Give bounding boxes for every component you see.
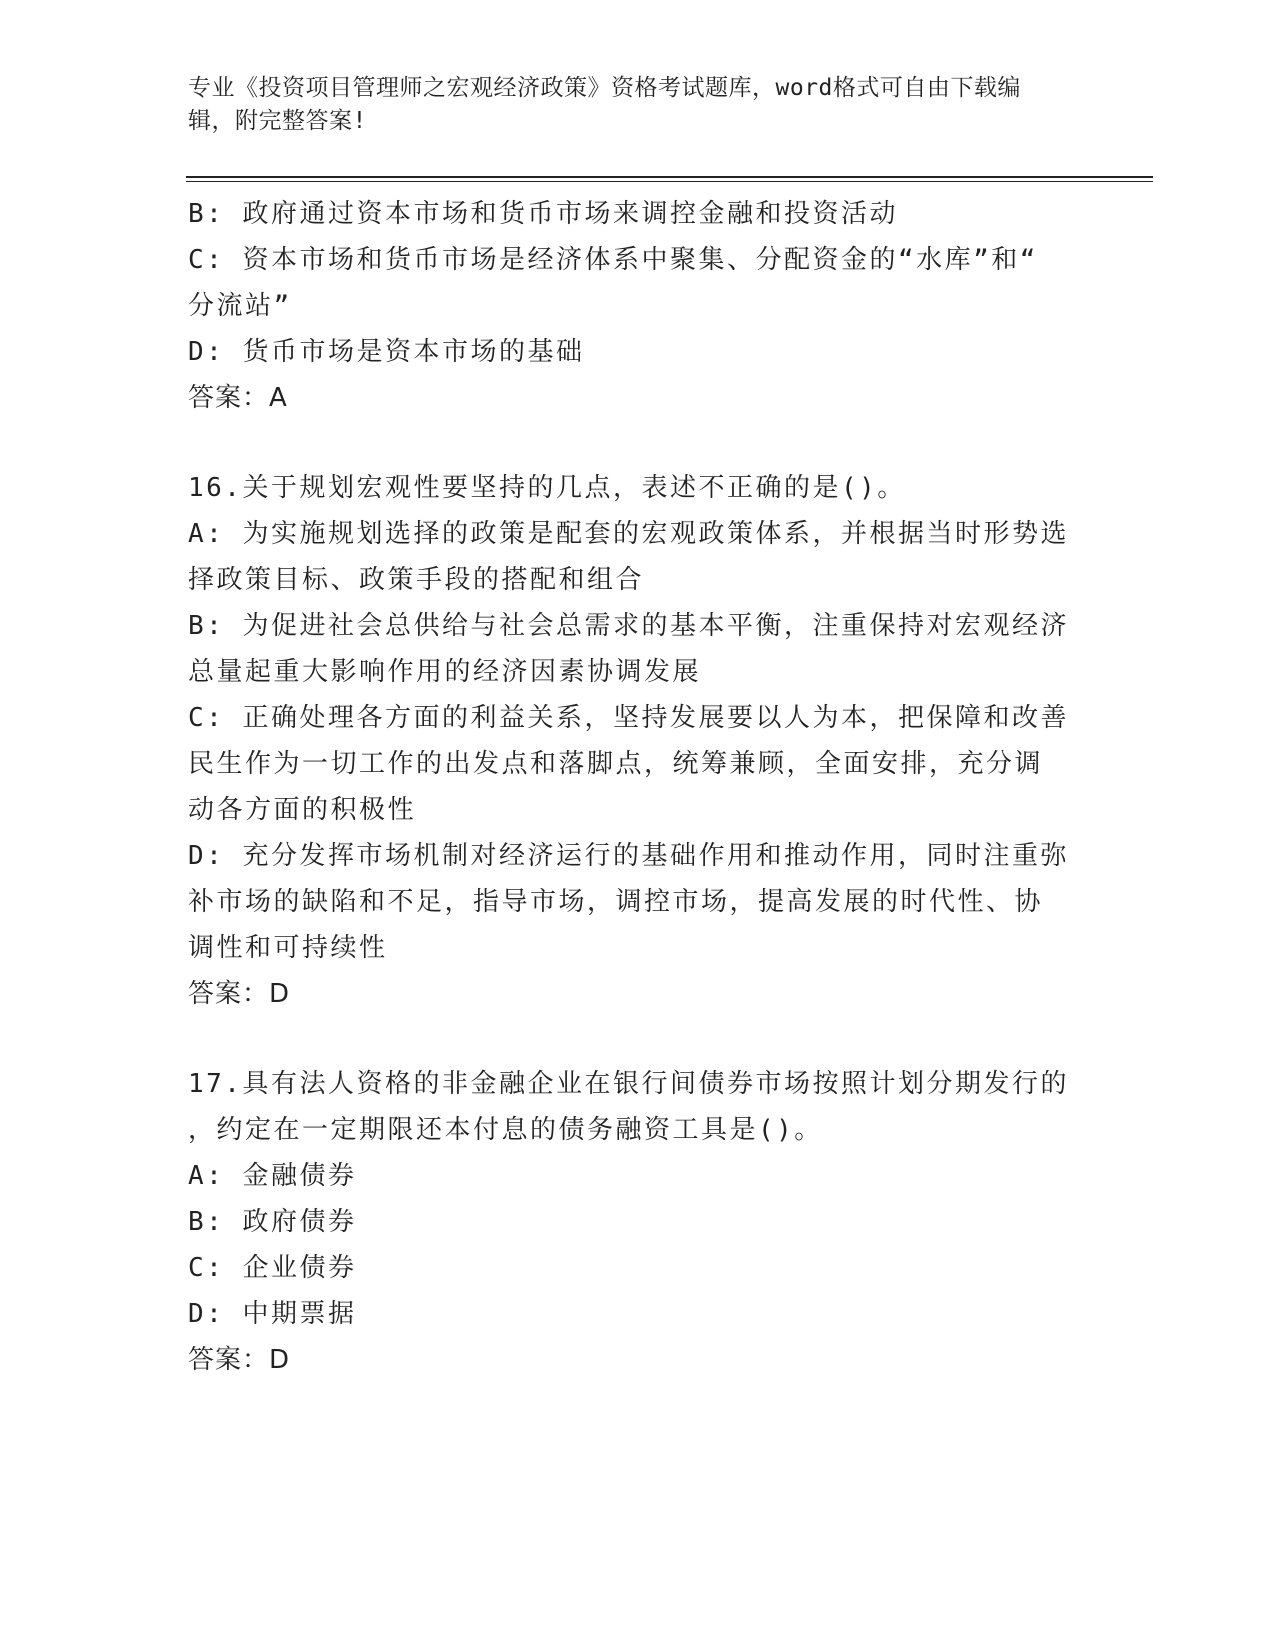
question-stem-line-2: ，约定在一定期限还本付息的债务融资工具是()。: [188, 1115, 823, 1145]
header-line-2: 辑，附完整答案!: [188, 108, 367, 134]
question-stem: 16.关于规划宏观性要坚持的几点，表述不正确的是()。: [188, 473, 906, 503]
answer: 答案：D: [188, 1345, 291, 1375]
option-c-line-1: C: 资本市场和货币市场是经济体系中聚集、分配资金的“水库”和“: [188, 245, 1038, 275]
question-16: [188, 465, 1088, 1017]
option-d-line-1: D: 充分发挥市场机制对经济运行的基础作用和推动作用，同时注重弥: [188, 841, 1069, 871]
header-divider: [186, 176, 1153, 182]
question-stem-line-1: 17.具有法人资格的非金融企业在银行间债券市场按照计划分期发行的: [188, 1069, 1069, 1099]
option-d-line-3: 调性和可持续性: [188, 933, 388, 963]
option-c-line-1: C: 正确处理各方面的利益关系，坚持发展要以人为本，把保障和改善: [188, 703, 1069, 733]
option-a-line-1: A: 为实施规划选择的政策是配套的宏观政策体系，并根据当时形势选: [188, 519, 1069, 549]
option-d: D: 货币市场是资本市场的基础: [188, 337, 585, 367]
option-b-line-2: 总量起重大影响作用的经济因素协调发展: [188, 657, 702, 687]
question-17: [188, 1061, 1088, 1383]
option-d-line-2: 补市场的缺陷和不足，指导市场，调控市场，提高发展的时代性、协: [188, 887, 1044, 917]
option-c-line-2: 民生作为一切工作的出发点和落脚点，统筹兼顾，全面安排，充分调: [188, 749, 1044, 779]
answer: 答案：A: [188, 383, 288, 413]
option-b-line-1: B: 为促进社会总供给与社会总需求的基本平衡，注重保持对宏观经济: [188, 611, 1069, 641]
spacer: [188, 1017, 1088, 1061]
option-c-line-3: 动各方面的积极性: [188, 795, 417, 825]
option-b: B: 政府债券: [188, 1207, 357, 1237]
answer: 答案：D: [188, 979, 291, 1009]
spacer: [188, 421, 1088, 465]
option-c: C: 企业债券: [188, 1253, 357, 1283]
header-line-1: 专业《投资项目管理师之宏观经济政策》资格考试题库，word格式可自由下载编: [188, 75, 1021, 101]
option-a-line-2: 择政策目标、政策手段的搭配和组合: [188, 565, 645, 595]
option-d: D: 中期票据: [188, 1299, 357, 1329]
question-15: [188, 191, 1088, 421]
question-list: [188, 191, 1088, 1383]
option-b: B: 政府通过资本市场和货币市场来调控金融和投资活动: [188, 199, 898, 229]
option-a: A: 金融债券: [188, 1161, 357, 1191]
option-c-line-2: 分流站”: [188, 291, 292, 321]
document-header: [188, 72, 1068, 138]
